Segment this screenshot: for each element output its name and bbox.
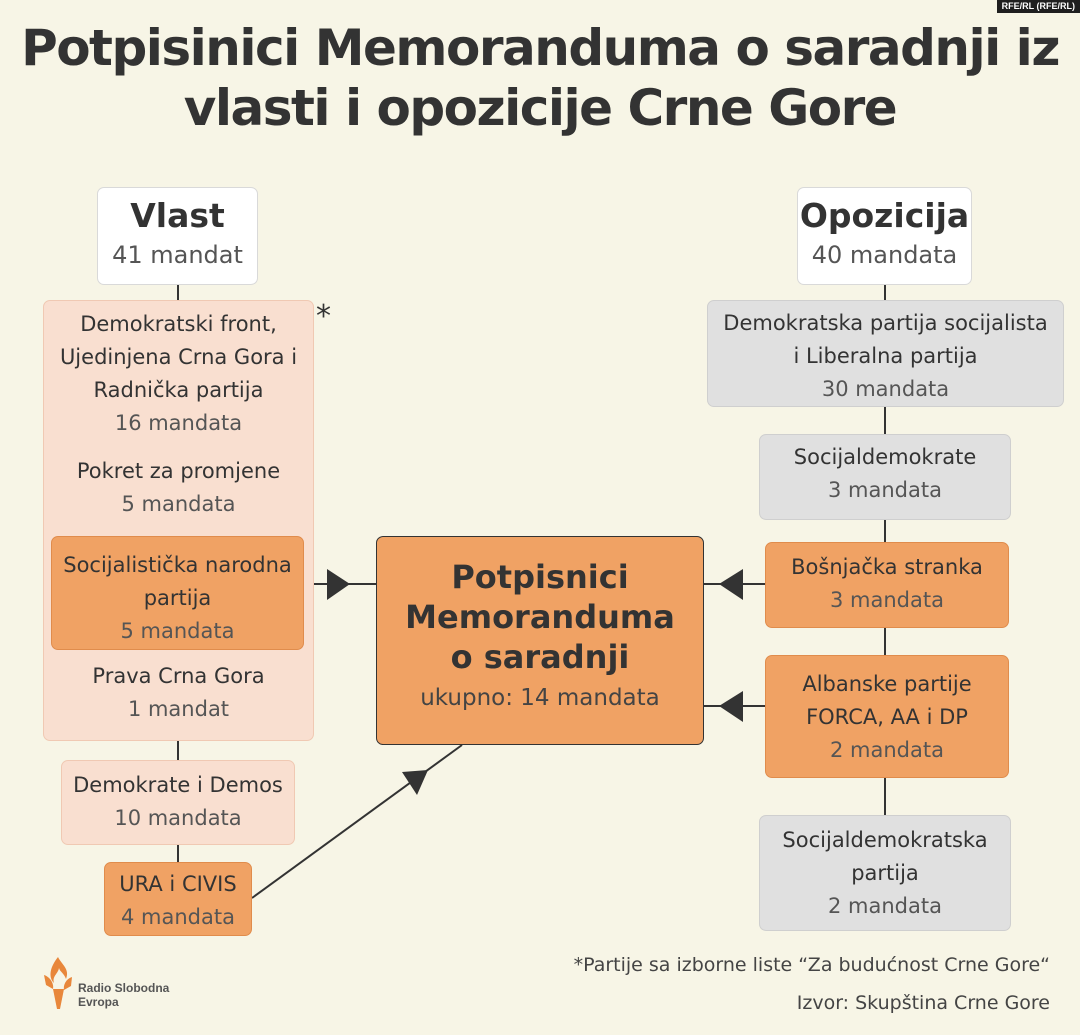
- arrow-snp-icon: [327, 569, 350, 600]
- vlast-header: [97, 187, 258, 285]
- opozicija-name: Opozicija: [799, 196, 970, 235]
- party-sdp: [759, 815, 1011, 931]
- party-df-seats: 16 mandata: [114, 411, 243, 435]
- logo-line-2: Evropa: [78, 995, 119, 1009]
- party-albanian-seats: 2 mandata: [830, 738, 944, 762]
- party-sdp-seats: 2 mandata: [828, 894, 942, 918]
- party-bs-seats: 3 mandata: [830, 588, 944, 612]
- center-name-1: Potpisnici: [451, 558, 629, 596]
- party-pcg: [43, 660, 314, 726]
- arrow-bs-icon: [719, 569, 743, 600]
- opozicija-seats: 40 mandata: [811, 241, 958, 269]
- vlast-name: Vlast: [130, 196, 225, 235]
- party-sd: [759, 434, 1011, 520]
- asterisk-marker: *: [316, 299, 331, 334]
- title-line-1: Potpisinici Memoranduma o saradnji iz: [21, 19, 1059, 77]
- photo-credit: RFE/RL (RFE/RL): [997, 0, 1080, 13]
- party-snp: [51, 536, 304, 650]
- party-albanian-name-2: FORCA, AA i DP: [806, 705, 968, 729]
- vlast-seats: 41 mandat: [112, 241, 243, 269]
- party-pcg-seats: 1 mandat: [127, 697, 230, 721]
- party-snp-name-1: Socijalistička narodna: [63, 553, 292, 577]
- arrow-alb-icon: [719, 691, 743, 722]
- party-bs: [765, 542, 1009, 628]
- arrow-ura-icon: [402, 770, 428, 795]
- torch-flame-icon: [40, 955, 76, 1011]
- party-snp-name-2: partija: [143, 586, 212, 610]
- party-pzp-seats: 5 mandata: [121, 492, 236, 516]
- party-sd-seats: 3 mandata: [828, 478, 942, 502]
- center-name-3: o saradnji: [450, 638, 630, 676]
- center-signatories: [376, 536, 704, 745]
- party-df-name-2: Ujedinjena Crna Gora i: [59, 345, 298, 369]
- party-pzp-name: Pokret za promjene: [76, 459, 281, 483]
- party-albanian: [765, 655, 1009, 778]
- party-ura: [104, 862, 252, 936]
- party-demokrate-name: Demokrate i Demos: [73, 773, 283, 797]
- party-df: [43, 308, 314, 440]
- title-line-2: vlasti i opozicije Crne Gore: [183, 79, 897, 137]
- party-dps-name-1: Demokratska partija socijalista: [723, 311, 1048, 335]
- footnote: *Partije sa izborne liste “Za budućnost Crne Gore“: [573, 954, 1050, 976]
- party-demokrate: [61, 760, 295, 845]
- party-pcg-name: Prava Crna Gora: [92, 664, 265, 688]
- party-dps-seats: 30 mandata: [821, 377, 950, 401]
- party-bs-name: Bošnjačka stranka: [791, 555, 983, 579]
- party-albanian-name-1: Albanske partije: [802, 672, 972, 696]
- party-pzp: [43, 455, 314, 521]
- party-df-name-1: Demokratski front,: [80, 312, 277, 336]
- rfe-logo: [40, 955, 190, 1015]
- source-note: Izvor: Skupština Crne Gore: [796, 992, 1050, 1014]
- party-snp-seats: 5 mandata: [120, 619, 235, 643]
- party-ura-seats: 4 mandata: [121, 905, 235, 929]
- party-dps-name-2: i Liberalna partija: [793, 344, 978, 368]
- logo-line-1: Radio Slobodna: [78, 981, 170, 995]
- party-df-name-3: Radnička partija: [93, 378, 264, 402]
- center-name-2: Memoranduma: [405, 598, 675, 636]
- opozicija-header: [797, 187, 972, 285]
- party-sdp-name-1: Socijaldemokratska: [782, 828, 988, 852]
- party-dps: [707, 300, 1064, 407]
- party-ura-name: URA i CIVIS: [119, 872, 237, 896]
- party-demokrate-seats: 10 mandata: [114, 806, 242, 830]
- party-sd-name: Socijaldemokrate: [793, 445, 977, 469]
- party-sdp-name-2: partija: [851, 861, 919, 885]
- center-total: ukupno: 14 mandata: [420, 685, 660, 711]
